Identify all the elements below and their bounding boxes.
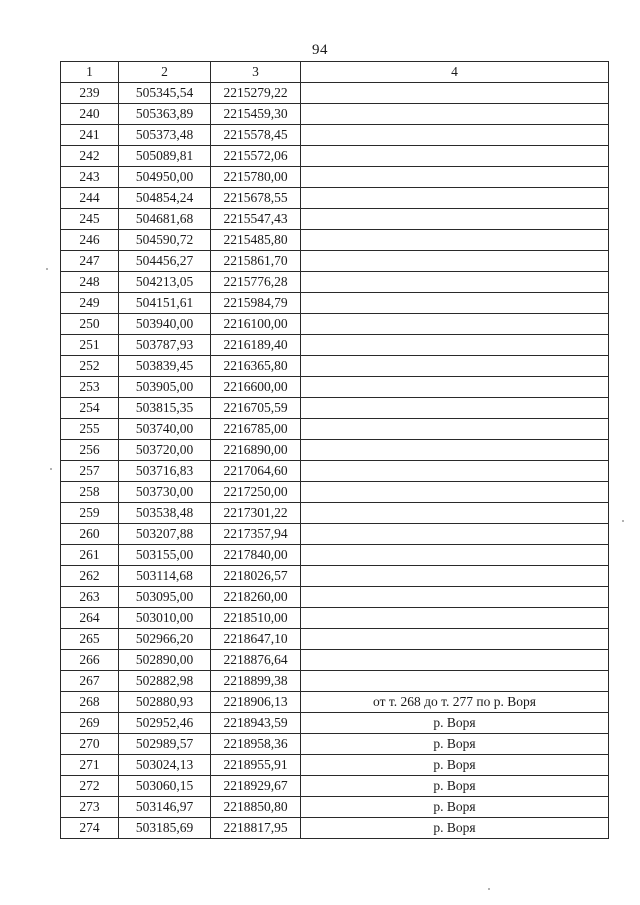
cell-point-number: 268 [61, 692, 119, 713]
cell-x-coordinate: 503185,69 [119, 818, 211, 839]
column-header-description: 4 [301, 62, 609, 83]
table-row [61, 188, 609, 209]
cell-description: р. Воря [301, 797, 609, 818]
cell-x-coordinate: 503905,00 [119, 377, 211, 398]
cell-point-number: 274 [61, 818, 119, 839]
cell-x-coordinate: 503095,00 [119, 587, 211, 608]
cell-point-number: 252 [61, 356, 119, 377]
table-row [61, 587, 609, 608]
cell-y-coordinate: 2218647,10 [211, 629, 301, 650]
cell-x-coordinate: 502880,93 [119, 692, 211, 713]
cell-x-coordinate: 504151,61 [119, 293, 211, 314]
cell-point-number: 254 [61, 398, 119, 419]
cell-description [301, 629, 609, 650]
cell-y-coordinate: 2218899,38 [211, 671, 301, 692]
cell-x-coordinate: 503146,97 [119, 797, 211, 818]
cell-description [301, 566, 609, 587]
cell-point-number: 245 [61, 209, 119, 230]
table-row [61, 629, 609, 650]
table-row [61, 251, 609, 272]
cell-x-coordinate: 502890,00 [119, 650, 211, 671]
cell-point-number: 251 [61, 335, 119, 356]
cell-point-number: 258 [61, 482, 119, 503]
cell-point-number: 244 [61, 188, 119, 209]
table-row [61, 314, 609, 335]
cell-point-number: 243 [61, 167, 119, 188]
table-row [61, 104, 609, 125]
table-row [61, 146, 609, 167]
cell-point-number: 253 [61, 377, 119, 398]
scan-speck [46, 268, 48, 270]
cell-description [301, 671, 609, 692]
cell-x-coordinate: 503839,45 [119, 356, 211, 377]
cell-point-number: 255 [61, 419, 119, 440]
cell-description [301, 251, 609, 272]
cell-description [301, 209, 609, 230]
cell-x-coordinate: 504681,68 [119, 209, 211, 230]
cell-y-coordinate: 2217301,22 [211, 503, 301, 524]
cell-y-coordinate: 2218510,00 [211, 608, 301, 629]
scan-speck [50, 468, 52, 470]
cell-x-coordinate: 503010,00 [119, 608, 211, 629]
cell-description [301, 524, 609, 545]
cell-description: от т. 268 до т. 277 по р. Воря [301, 692, 609, 713]
cell-x-coordinate: 503730,00 [119, 482, 211, 503]
cell-y-coordinate: 2218943,59 [211, 713, 301, 734]
cell-description [301, 356, 609, 377]
table-row [61, 419, 609, 440]
table-row [61, 83, 609, 104]
table-row [61, 482, 609, 503]
cell-x-coordinate: 502952,46 [119, 713, 211, 734]
cell-point-number: 266 [61, 650, 119, 671]
cell-x-coordinate: 503207,88 [119, 524, 211, 545]
cell-y-coordinate: 2218955,91 [211, 755, 301, 776]
cell-description [301, 125, 609, 146]
table-row [61, 545, 609, 566]
column-header-x-coordinate: 2 [119, 62, 211, 83]
cell-description [301, 293, 609, 314]
cell-y-coordinate: 2215780,00 [211, 167, 301, 188]
cell-point-number: 262 [61, 566, 119, 587]
cell-description [301, 377, 609, 398]
cell-point-number: 259 [61, 503, 119, 524]
cell-point-number: 242 [61, 146, 119, 167]
cell-description [301, 104, 609, 125]
column-header-y-coordinate: 3 [211, 62, 301, 83]
cell-description [301, 167, 609, 188]
table-row [61, 734, 609, 755]
cell-y-coordinate: 2215279,22 [211, 83, 301, 104]
table-body [61, 83, 609, 839]
table-row [61, 209, 609, 230]
cell-x-coordinate: 504456,27 [119, 251, 211, 272]
scan-speck [622, 520, 624, 522]
cell-y-coordinate: 2216365,80 [211, 356, 301, 377]
cell-point-number: 261 [61, 545, 119, 566]
cell-description [301, 272, 609, 293]
cell-y-coordinate: 2218876,64 [211, 650, 301, 671]
cell-x-coordinate: 503815,35 [119, 398, 211, 419]
table-row [61, 503, 609, 524]
cell-point-number: 269 [61, 713, 119, 734]
cell-x-coordinate: 503720,00 [119, 440, 211, 461]
cell-point-number: 270 [61, 734, 119, 755]
cell-y-coordinate: 2218026,57 [211, 566, 301, 587]
table-row [61, 230, 609, 251]
coordinates-table [60, 61, 609, 839]
cell-y-coordinate: 2218906,13 [211, 692, 301, 713]
cell-y-coordinate: 2216189,40 [211, 335, 301, 356]
cell-y-coordinate: 2215547,43 [211, 209, 301, 230]
cell-y-coordinate: 2217250,00 [211, 482, 301, 503]
table-row [61, 818, 609, 839]
cell-x-coordinate: 502966,20 [119, 629, 211, 650]
cell-description [301, 419, 609, 440]
table-row [61, 776, 609, 797]
cell-y-coordinate: 2215578,45 [211, 125, 301, 146]
cell-point-number: 263 [61, 587, 119, 608]
cell-description [301, 398, 609, 419]
cell-x-coordinate: 503114,68 [119, 566, 211, 587]
cell-point-number: 240 [61, 104, 119, 125]
cell-point-number: 267 [61, 671, 119, 692]
cell-x-coordinate: 504854,24 [119, 188, 211, 209]
table-row [61, 692, 609, 713]
cell-description [301, 314, 609, 335]
table-row [61, 461, 609, 482]
cell-description [301, 650, 609, 671]
cell-x-coordinate: 504590,72 [119, 230, 211, 251]
table-row [61, 293, 609, 314]
cell-description [301, 440, 609, 461]
table-row [61, 356, 609, 377]
cell-x-coordinate: 503940,00 [119, 314, 211, 335]
cell-description [301, 83, 609, 104]
table-row [61, 671, 609, 692]
cell-x-coordinate: 505373,48 [119, 125, 211, 146]
cell-point-number: 260 [61, 524, 119, 545]
table-row [61, 650, 609, 671]
table-row [61, 566, 609, 587]
cell-x-coordinate: 504950,00 [119, 167, 211, 188]
cell-description [301, 608, 609, 629]
cell-x-coordinate: 505089,81 [119, 146, 211, 167]
table-row [61, 524, 609, 545]
cell-y-coordinate: 2218958,36 [211, 734, 301, 755]
page-number: 94 [312, 42, 328, 58]
table-header-row [61, 62, 609, 83]
cell-y-coordinate: 2216100,00 [211, 314, 301, 335]
cell-description [301, 188, 609, 209]
cell-y-coordinate: 2217357,94 [211, 524, 301, 545]
cell-y-coordinate: 2216705,59 [211, 398, 301, 419]
cell-description [301, 503, 609, 524]
cell-point-number: 246 [61, 230, 119, 251]
cell-point-number: 256 [61, 440, 119, 461]
cell-point-number: 257 [61, 461, 119, 482]
cell-description: р. Воря [301, 818, 609, 839]
table-row [61, 377, 609, 398]
cell-y-coordinate: 2216890,00 [211, 440, 301, 461]
cell-point-number: 247 [61, 251, 119, 272]
cell-description: р. Воря [301, 755, 609, 776]
table-row [61, 608, 609, 629]
cell-description: р. Воря [301, 776, 609, 797]
cell-point-number: 241 [61, 125, 119, 146]
cell-x-coordinate: 505363,89 [119, 104, 211, 125]
cell-y-coordinate: 2215485,80 [211, 230, 301, 251]
cell-description [301, 335, 609, 356]
cell-point-number: 273 [61, 797, 119, 818]
cell-point-number: 250 [61, 314, 119, 335]
cell-point-number: 265 [61, 629, 119, 650]
cell-x-coordinate: 503060,15 [119, 776, 211, 797]
table-row [61, 440, 609, 461]
cell-x-coordinate: 503716,83 [119, 461, 211, 482]
cell-y-coordinate: 2216785,00 [211, 419, 301, 440]
cell-point-number: 271 [61, 755, 119, 776]
table-row [61, 125, 609, 146]
table-row [61, 335, 609, 356]
cell-x-coordinate: 504213,05 [119, 272, 211, 293]
table-row [61, 167, 609, 188]
cell-x-coordinate: 502989,57 [119, 734, 211, 755]
table-row [61, 755, 609, 776]
cell-description: р. Воря [301, 713, 609, 734]
cell-x-coordinate: 503155,00 [119, 545, 211, 566]
cell-point-number: 264 [61, 608, 119, 629]
cell-x-coordinate: 503740,00 [119, 419, 211, 440]
cell-description [301, 461, 609, 482]
cell-description [301, 482, 609, 503]
table-row [61, 272, 609, 293]
cell-x-coordinate: 503024,13 [119, 755, 211, 776]
scan-speck [488, 888, 490, 890]
cell-y-coordinate: 2216600,00 [211, 377, 301, 398]
cell-y-coordinate: 2217840,00 [211, 545, 301, 566]
cell-y-coordinate: 2218817,95 [211, 818, 301, 839]
cell-y-coordinate: 2215776,28 [211, 272, 301, 293]
cell-y-coordinate: 2217064,60 [211, 461, 301, 482]
cell-y-coordinate: 2215572,06 [211, 146, 301, 167]
cell-y-coordinate: 2218850,80 [211, 797, 301, 818]
cell-description [301, 545, 609, 566]
cell-y-coordinate: 2218260,00 [211, 587, 301, 608]
table-row [61, 797, 609, 818]
cell-description: р. Воря [301, 734, 609, 755]
cell-y-coordinate: 2215459,30 [211, 104, 301, 125]
cell-x-coordinate: 505345,54 [119, 83, 211, 104]
table-row [61, 398, 609, 419]
cell-y-coordinate: 2218929,67 [211, 776, 301, 797]
cell-x-coordinate: 503538,48 [119, 503, 211, 524]
cell-x-coordinate: 503787,93 [119, 335, 211, 356]
cell-point-number: 249 [61, 293, 119, 314]
cell-point-number: 272 [61, 776, 119, 797]
column-header-point-number: 1 [61, 62, 119, 83]
cell-x-coordinate: 502882,98 [119, 671, 211, 692]
cell-description [301, 146, 609, 167]
cell-y-coordinate: 2215678,55 [211, 188, 301, 209]
cell-description [301, 587, 609, 608]
cell-y-coordinate: 2215861,70 [211, 251, 301, 272]
cell-description [301, 230, 609, 251]
cell-y-coordinate: 2215984,79 [211, 293, 301, 314]
cell-point-number: 239 [61, 83, 119, 104]
cell-point-number: 248 [61, 272, 119, 293]
table-row [61, 713, 609, 734]
